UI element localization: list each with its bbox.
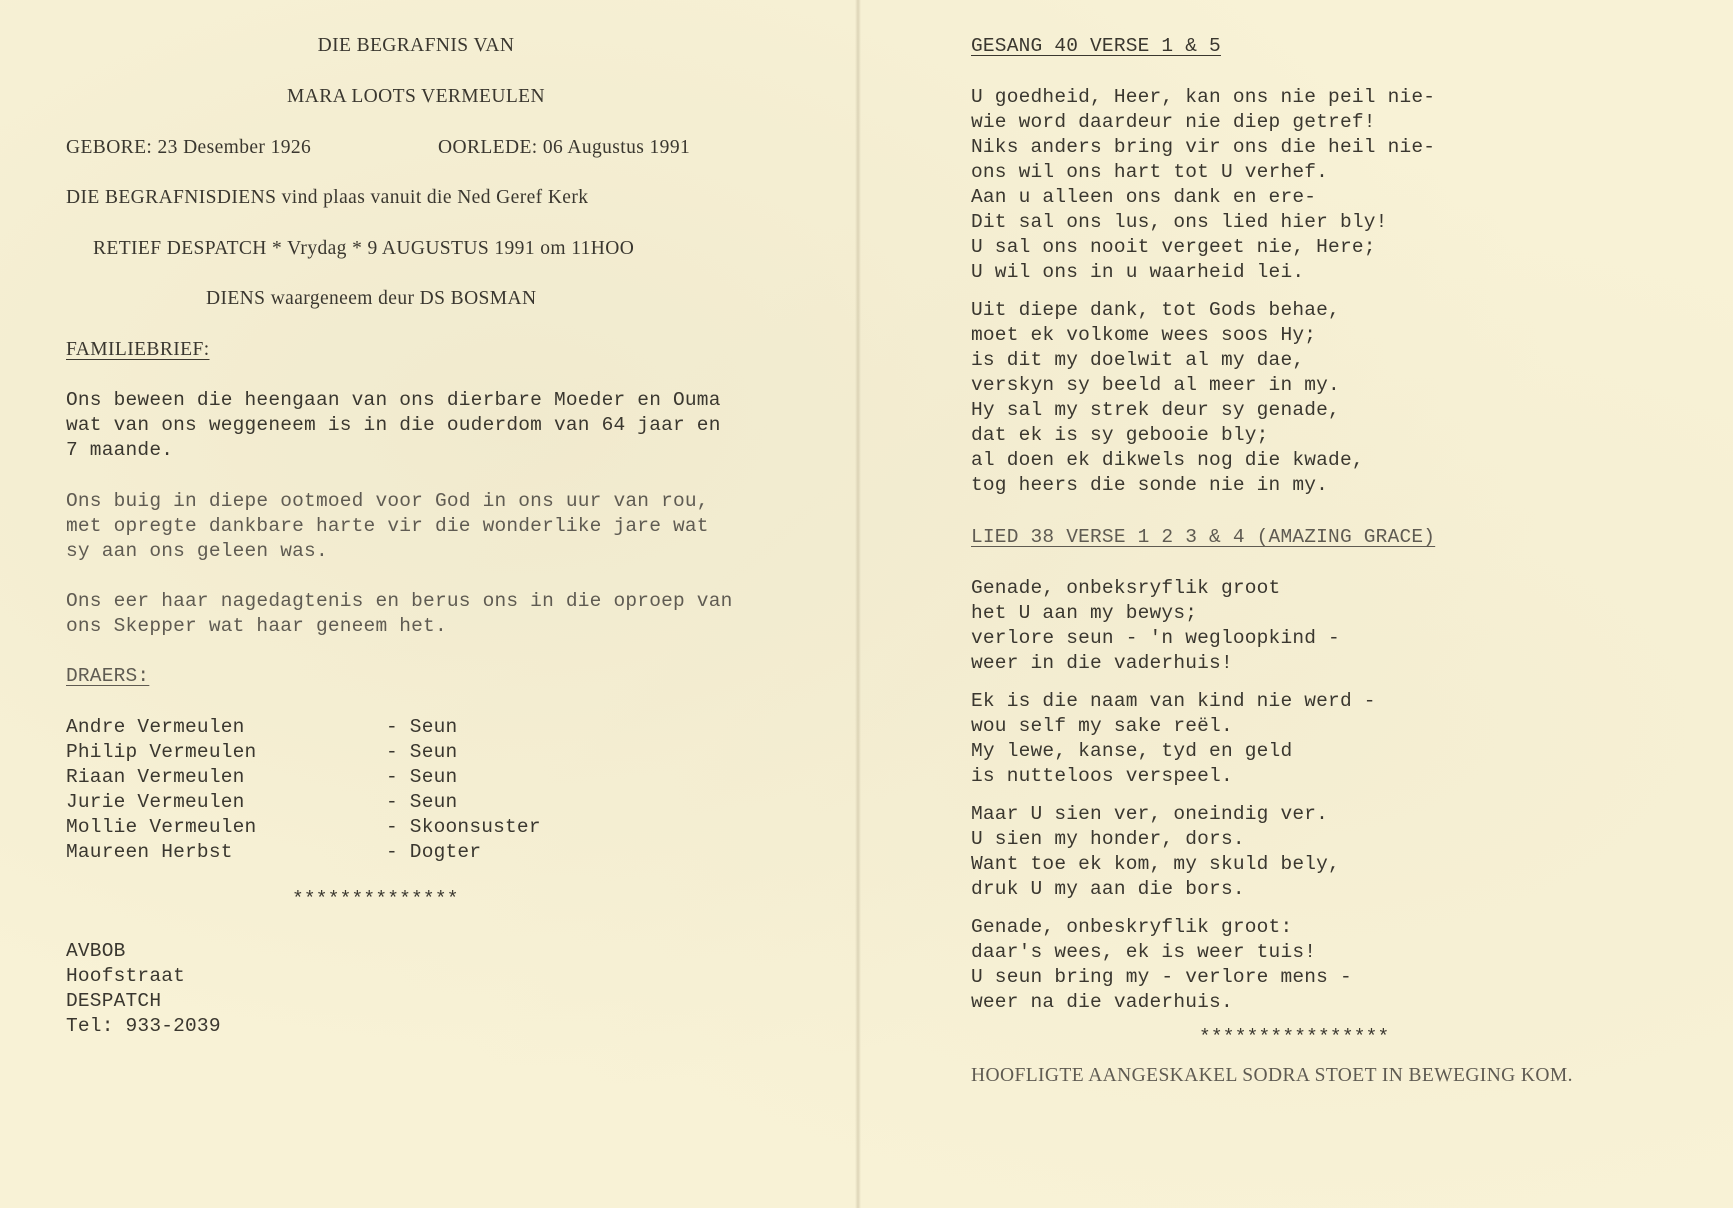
verse-line: druk U my aan die bors. <box>971 878 1245 900</box>
verse-line: Niks anders bring vir ons die heil nie- <box>971 136 1436 158</box>
bearers-heading: DRAERS: <box>66 665 150 687</box>
text-line: 7 maande. <box>66 439 174 461</box>
verse-line: weer in die vaderhuis! <box>971 652 1233 674</box>
bearer-relation: - Seun <box>386 716 458 738</box>
bearers-list <box>66 715 646 865</box>
title: DIE BEGRAFNIS VAN <box>317 35 515 56</box>
bearer-name: Mollie Vermeulen <box>66 816 257 838</box>
deceased-name: MARA LOOTS VERMEULEN <box>287 86 545 107</box>
undertaker-details <box>66 939 221 1039</box>
verse-line: U sal ons nooit vergeet nie, Here; <box>971 236 1376 258</box>
text-line: wat van ons weggeneem is in die ouderdom van 64 jaar en <box>66 414 721 436</box>
service-minister: DIENS waargeneem deur DS BOSMAN <box>206 288 537 309</box>
hymn-1-heading: GESANG 40 VERSE 1 & 5 <box>971 35 1221 57</box>
hymn-1-verse-1 <box>971 85 1435 285</box>
bearer-relation: - Seun <box>386 791 458 813</box>
text-line: met opregte dankbare harte vir die wonderlike jare wat <box>66 515 709 537</box>
verse-line: al doen ek dikwels nog die kwade, <box>971 449 1364 471</box>
text-line: Ons beween die heengaan van ons dierbare Moeder en Ouma <box>66 389 721 411</box>
family-letter-heading: FAMILIEBRIEF: <box>66 339 210 360</box>
text-line: ons Skepper wat haar geneem het. <box>66 615 447 637</box>
service-location: DIE BEGRAFNISDIENS vind plaas vanuit die Ned Geref Kerk <box>66 187 589 208</box>
verse-line: My lewe, kanse, tyd en geld <box>971 740 1293 762</box>
verse-line: Hy sal my strek deur sy genade, <box>971 399 1340 421</box>
text-line: Ons buig in diepe ootmoed voor God in ons uur van rou, <box>66 490 709 512</box>
family-letter-paragraph-2 <box>66 489 709 564</box>
family-letter-paragraph-3 <box>66 589 733 639</box>
bearer-name: Andre Vermeulen <box>66 716 245 738</box>
family-letter-paragraph-1 <box>66 388 721 463</box>
bearer-relation: - Skoonsuster <box>386 816 541 838</box>
text-line: DESPATCH <box>66 990 162 1012</box>
verse-line: Genade, onbeksryflik groot <box>971 577 1281 599</box>
verse-line: dat ek is sy gebooie bly; <box>971 424 1269 446</box>
separator-stars: **************** <box>1199 1026 1390 1048</box>
bearer-relation: - Dogter <box>386 841 482 863</box>
scan-border <box>0 1208 1733 1224</box>
verse-line: Dit sal ons lus, ons lied hier bly! <box>971 211 1388 233</box>
verse-line: verskyn sy beeld al meer in my. <box>971 374 1340 396</box>
text-line: sy aan ons geleen was. <box>66 540 328 562</box>
hymn-2-verse-4 <box>971 915 1352 1015</box>
bearer-name: Maureen Herbst <box>66 841 233 863</box>
verse-line: verlore seun - 'n wegloopkind - <box>971 627 1340 649</box>
birth-date: GEBORE: 23 Desember 1926 <box>66 137 312 158</box>
death-date: OORLEDE: 06 Augustus 1991 <box>438 137 691 158</box>
verse-line: is dit my doelwit al my dae, <box>971 349 1305 371</box>
hymn-2-verse-3 <box>971 802 1340 902</box>
hymn-2-verse-1 <box>971 576 1340 676</box>
text-line: Ons eer haar nagedagtenis en berus ons in die oproep van <box>66 590 733 612</box>
verse-line: tog heers die sonde nie in my. <box>971 474 1329 496</box>
verse-line: Genade, onbeskryflik groot: <box>971 916 1293 938</box>
verse-line: moet ek volkome wees soos Hy; <box>971 324 1317 346</box>
separator-stars: ************** <box>292 888 459 910</box>
verse-line: U wil ons in u waarheid lei. <box>971 261 1305 283</box>
verse-line: Ek is die naam van kind nie werd - <box>971 690 1376 712</box>
verse-line: Aan u alleen ons dank en ere- <box>971 186 1317 208</box>
verse-line: weer na die vaderhuis. <box>971 991 1233 1013</box>
hymn-1-verse-2 <box>971 298 1364 498</box>
bearer-name: Riaan Vermeulen <box>66 766 245 788</box>
verse-line: Maar U sien ver, oneindig ver. <box>971 803 1329 825</box>
service-date: RETIEF DESPATCH * Vrydag * 9 AUGUSTUS 1991 om 11HOO <box>93 238 635 259</box>
verse-line: ons wil ons hart tot U verhef. <box>971 161 1329 183</box>
bearer-name: Jurie Vermeulen <box>66 791 245 813</box>
bearer-relation: - Seun <box>386 766 458 788</box>
verse-line: is nutteloos verspeel. <box>971 765 1233 787</box>
verse-line: Uit diepe dank, tot Gods behae, <box>971 299 1340 321</box>
verse-line: wou self my sake reël. <box>971 715 1233 737</box>
bearer-relation: - Seun <box>386 741 458 763</box>
verse-line: U goedheid, Heer, kan ons nie peil nie- <box>971 86 1436 108</box>
procession-note: HOOFLIGTE AANGESKAKEL SODRA STOET IN BEWEGING KOM. <box>971 1065 1573 1086</box>
text-line: Hoofstraat <box>66 965 186 987</box>
verse-line: daar's wees, ek is weer tuis! <box>971 941 1317 963</box>
verse-line: U sien my honder, dors. <box>971 828 1245 850</box>
verse-line: Want toe ek kom, my skuld bely, <box>971 853 1340 875</box>
page-fold <box>855 0 861 1208</box>
verse-line: U seun bring my - verlore mens - <box>971 966 1352 988</box>
hymn-2-heading: LIED 38 VERSE 1 2 3 & 4 (AMAZING GRACE) <box>971 526 1436 548</box>
verse-line: wie word daardeur nie diep getref! <box>971 111 1376 133</box>
hymn-2-verse-2 <box>971 689 1376 789</box>
text-line: Tel: 933-2039 <box>66 1015 221 1037</box>
verse-line: het U aan my bewys; <box>971 602 1198 624</box>
bearer-name: Philip Vermeulen <box>66 741 257 763</box>
text-line: AVBOB <box>66 940 126 962</box>
